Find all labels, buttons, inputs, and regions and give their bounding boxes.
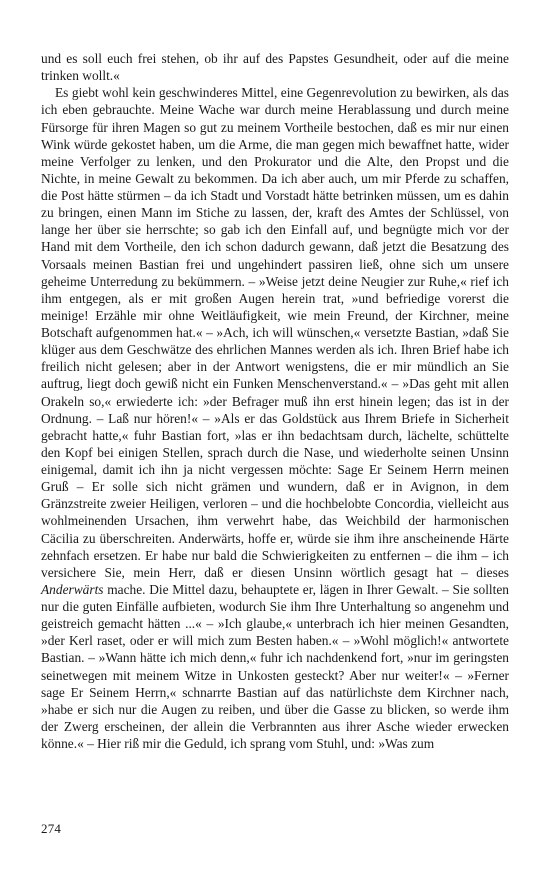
paragraph-main-tail: mache. Die Mittel dazu, behauptete er, lägen in Ihrer Gewalt. – Sie sollten nur die guten Einfälle aufbieten, wodurch Sie ihm Ihre Unterhaltung so angenehm und geistreich gemacht hätten ...« – »Ich glaube,« unterbrach ich hier meinen Gesandten, »der Kerl raset, oder er will mich zum Besten haben.« – »Wohl möglich!« antwortete Bastian. – »Wann hätte ich mich denn,« fuhr ich nachdenkend fort, »nur im geringsten seinetwegen mit meinem Witze in Unkosten gesteckt? Aber nur weiter!« – »Ferner sage Er Seinem Herrn,« schnarrte Bastian auf das natürlichste dem Kirchner nach, »habe er sich nur die Augen zu reiben, und über die Gasse zu blicken, so werde ihm der Zwerg erscheinen, der allein die Verbrannten aus ihrer Asche wieder erwecken könne.« – Hier riß mir die Geduld, ich sprang vom Stuhl, und: »Was zum <box>41 581 509 751</box>
emphasized-word: Anderwärts <box>41 581 104 597</box>
paragraph-main-text: Es giebt wohl kein geschwinderes Mittel, eine Gegenrevolution zu bewirken, als das ich eben gebrauchte. Meine Wache war durch meine Herablassung und durch meine Fürsorge für ihren Magen so gut zu meinem Vortheile bestochen, daß es mir nur einen Wink würde gekostet haben, um die Arme, die man gegen mich bewaffnet hatte, wider meine Verfolger zu lenken, und den Prokurator und die Alte, den Propst und die Nichte, in meine Gewalt zu bekommen. Da ich aber auch, um mir Pferde zu schaffen, die Post hätte stürmen – da ich Stadt und Vorstadt hätte betrinken müssen, um es dahin zu bringen, einen Mann im Stiche zu lassen, der, kraft des Amtes der Schlüssel, von lange her über sie herrschte; so gab ich den Einfall auf, und begnügte mich vor der Hand mit dem Vortheile, den ich schon dadurch gewann, daß jetzt die Besatzung des Vorsaals meinen Bastian frei und ungehindert passiren ließ, ohne sich um unsere geheime Unterredung zu bekümmern. – »Weise jetzt deine Neugier zur Ruhe,« rief ich ihm entgegen, als er mit großen Augen herein trat, »und befriedige vorerst die meinige! Erzähle mir ohne Weitläufigkeit, wie mein Freund, der Kirchner, meine Botschaft aufgenommen hat.« – »Ach, ich will wünschen,« versetzte Bastian, »daß Sie klüger aus dem Geschwätze des ehrlichen Mannes werden als ich. Ihren Brief habe ich freilich nicht gelesen; aber in der Antwort wenigstens, die er mir mündlich an Sie auftrug, liegt doch gewiß nicht ein Funken Menschenverstand.« – »Das geht mit allen Orakeln so,« erwiederte ich: »der Befrager muß ihn erst hinein legen; das ist in der Ordnung. – Laß nur hören!« – »Als er das Goldstück aus Ihrem Briefe in Sicherheit gebracht hatte,« fuhr Bastian fort, »las er ihn bedachtsam durch, lächelte, schüttelte den Kopf bei einigen Stellen, sprach durch die Nase, und wiederholte seinen Unsinn einigemal, damit ich ihn ja nicht vergessen möchte: Sage Er Seinem Herrn meinen Gruß – Er solle sich nicht grämen und wundern, daß er in Avignon, in dem Gränzstreite zweier Heiligen, verloren – und die hochbelobte Concordia, vielleicht aus wohlmeinenden Ursachen, ihm verwehrt habe, das Weichbild der harmonischen Cäcilia zu überschreiten. Anderwärts, hoffe er, würde sie ihm ihre anscheinende Härte zehnfach ersetzen. Er habe nur bald die Schwierigkeiten zu entfernen – die ihm – ich versichere Sie, mein Herr, daß er diesen Unsinn wörtlich gesagt hat – dieses <box>41 85 509 580</box>
page-number: 274 <box>41 821 62 836</box>
text-block <box>41 50 509 752</box>
paragraph-main <box>41 84 509 752</box>
paragraph-continuation: und es soll euch frei stehen, ob ihr auf des Papstes Gesundheit, oder auf die meine trinken wollt.« <box>41 51 509 84</box>
